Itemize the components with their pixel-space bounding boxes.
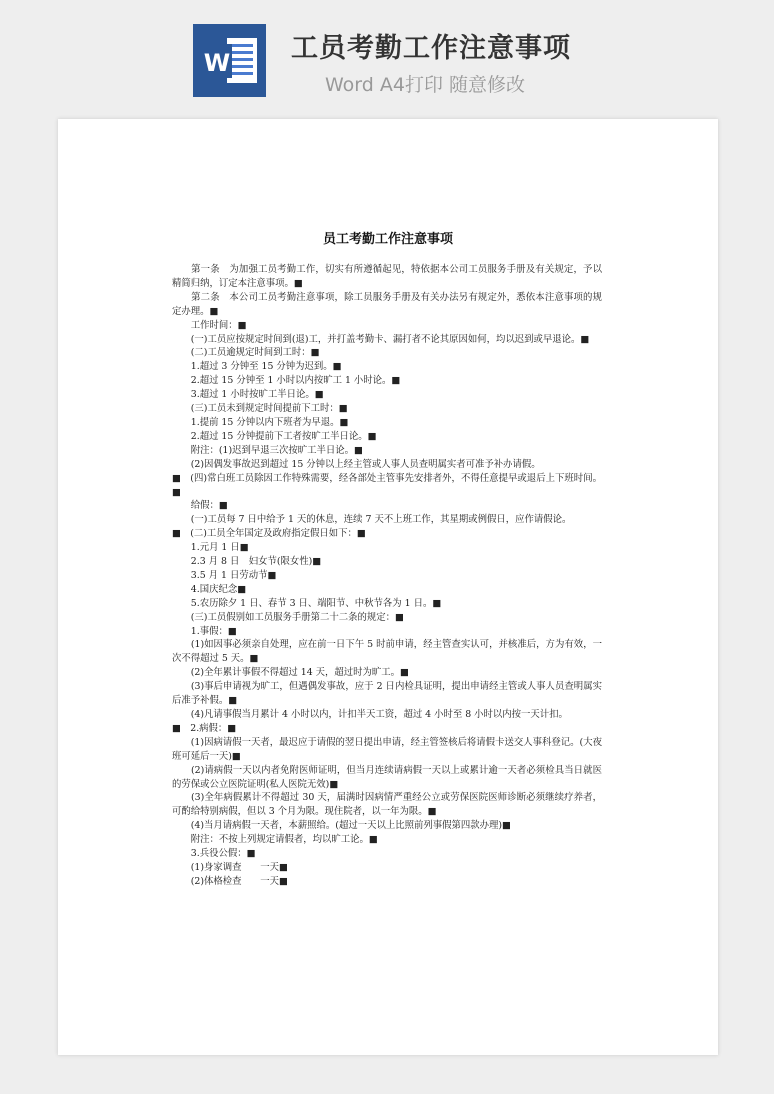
document-paragraph: 1.事假：■ <box>172 625 237 637</box>
document-paragraph: (1)如因事必须亲自处理，应在前一日下午 5 时前申请，经主管查实认可，并核准后，方为有效，一次不得超过 5 天。■ <box>172 639 602 665</box>
document-paragraph: (3)全年病假累计不得超过 30 天，届满时因病情严重经公立或劳保医院医师诊断必须继续疗养者，可酌给特别病假，但以 3 个月为限。现住院者，以一年为限。■ <box>172 792 602 818</box>
document-paragraph: (2)请病假一天以内者免附医师证明，但当月连续请病假一天以上或累计逾一天者必须检具当日就医的劳保或公立医院证明(私人医院无效)■ <box>172 764 602 790</box>
document-paragraph: 3.5 月 1 日劳动节■ <box>172 569 277 581</box>
document-paragraph: (一)工员应按规定时间到(退)工，并打盖考勤卡、漏打者不论其原因如何，均以迟到或早退论。■ <box>172 333 590 345</box>
document-paragraph: 3.兵役公假：■ <box>172 848 256 860</box>
document-paragraph: 2.超过 15 分钟提前下工者按旷工半日论。■ <box>172 430 377 442</box>
document-paragraph: 5.农历除夕 1 日、春节 3 日、端阳节、中秋节各为 1 日。■ <box>172 597 442 609</box>
header-banner <box>0 0 774 110</box>
document-paragraph: 2.3 月 8 日 妇女节(限女性)■ <box>172 556 322 568</box>
document-paragraph: (4)当月请病假一天者，本薪照给。(超过一天以上比照前列事假第四款办理)■ <box>172 820 511 832</box>
document-paragraph: (三)工员未到规定时间提前下工时：■ <box>172 403 348 415</box>
document-paragraph: 工作时间：■ <box>172 319 247 331</box>
document-paragraph: (4)凡请事假当月累计 4 小时以内，计扣半天工资，超过 4 小时至 8 小时以内按一天计扣。 <box>172 709 568 720</box>
word-document-icon <box>193 24 266 97</box>
document-paragraph: 附注：不按上列规定请假者，均以旷工论。■ <box>172 834 378 846</box>
document-paragraph: 第一条 为加强工员考勤工作，切实有所遵循起见，特依据本公司工员服务手册及有关规定，予以精简归纳，订定本注意事项。■ <box>172 264 602 289</box>
document-paragraph: 附注：(1)迟到早退三次按旷工半日论。■ <box>172 444 363 456</box>
document-body <box>172 263 602 889</box>
document-paragraph: 给假：■ <box>172 500 228 512</box>
document-paragraph: 第二条 本公司工员考勤注意事项，除工员服务手册及有关办法另有规定外，悉依本注意事项的规定办理。■ <box>172 291 602 317</box>
document-paragraph: (二)工员逾规定时间到工时：■ <box>172 347 320 359</box>
document-paragraph: (三)工员假别如工员服务手册第二十二条的规定：■ <box>172 611 404 623</box>
page-title: 工员考勤工作注意事项 <box>291 33 571 64</box>
document-paragraph: (3)事后申请视为旷工，但遇偶发事故，应于 2 日内检具证明，提出申请经主管或人事人员查明属实后准予补假。■ <box>172 681 602 707</box>
document-paragraph: 1.提前 15 分钟以内下班者为早退。■ <box>172 416 349 428</box>
document-paragraph: (2)全年累计事假不得超过 14 天，超过时为旷工。■ <box>172 667 409 679</box>
document-paragraph: ■ (二)工员全年国定及政府指定假日如下：■ <box>172 528 366 540</box>
document-title: 员工考勤工作注意事项 <box>322 232 453 247</box>
document-paragraph: (2)体格检查 一天■ <box>172 875 288 887</box>
document-paragraph: (一)工员每 7 日中给予 1 天的休息，连续 7 天不上班工作，其星期或例假日，应作请假论。 <box>172 514 572 526</box>
document-paragraph: 2.超过 15 分钟至 1 小时以内按旷工 1 小时论。■ <box>172 375 401 387</box>
document-paragraph: 1.元月 1 日■ <box>172 542 249 554</box>
document-page <box>58 119 718 1055</box>
document-paragraph: ■ (四)常白班工员除因工作特殊需要，经各部处主管事先安排者外，不得任意提早或退后上下班时间。■ <box>172 472 602 498</box>
svg-text:W: W <box>203 49 231 77</box>
document-paragraph: ■ 2.病假：■ <box>172 722 237 734</box>
document-paragraph: 4.国庆纪念■ <box>172 583 247 595</box>
page-subtitle: Word A4打印 随意修改 <box>325 74 526 96</box>
document-paragraph: (1)因病请假一天者，最迟应于请假的翌日提出申请，经主管签核后将请假卡送交人事科登记。(大夜班可延后一天)■ <box>172 736 602 762</box>
document-paragraph: 1.超过 3 分钟至 15 分钟为迟到。■ <box>172 361 342 373</box>
document-paragraph: 3.超过 1 小时按旷工半日论。■ <box>172 389 324 401</box>
document-paragraph: (1)身家调查 一天■ <box>172 861 288 873</box>
document-paragraph: (2)因偶发事故迟到超过 15 分钟以上经主管或人事人员查明属实者可准予补办请假。 <box>172 458 541 470</box>
